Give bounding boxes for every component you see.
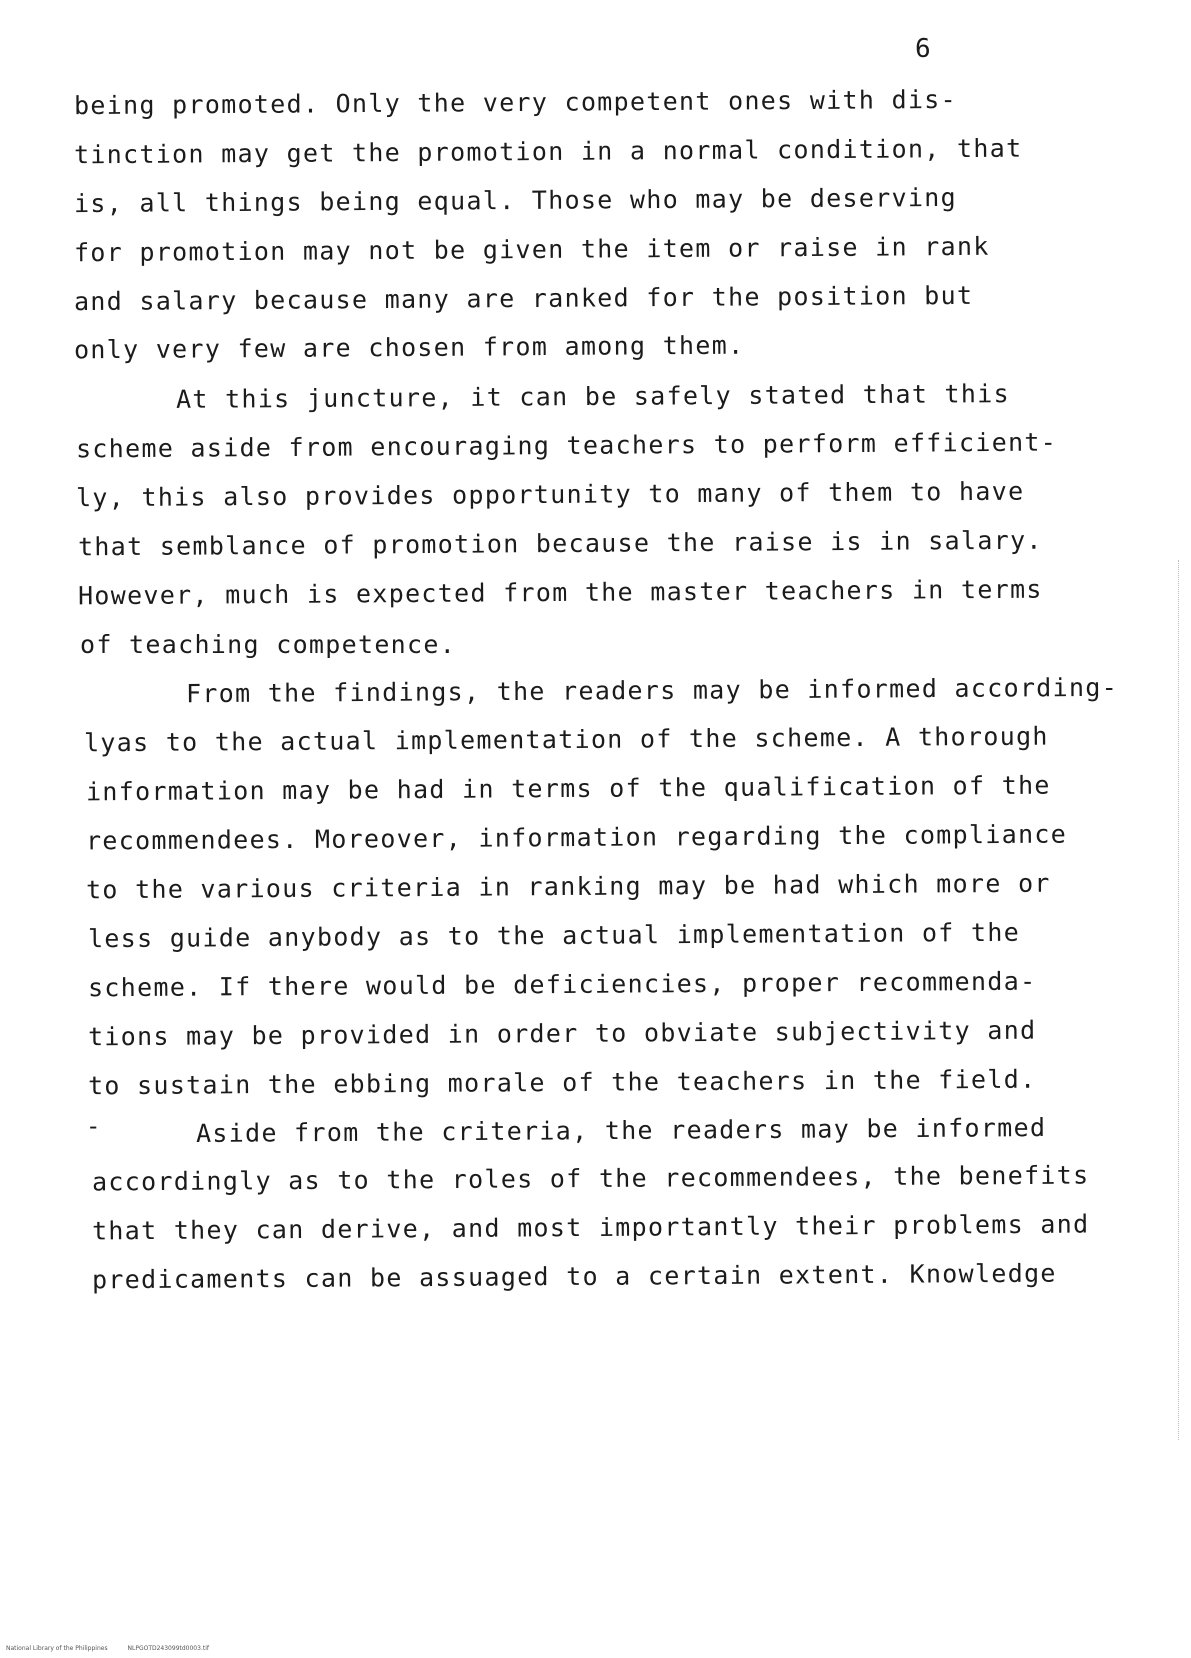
text-line: of teaching competence. — [80, 630, 457, 659]
text-line: that they can derive, and most importantly their problems and — [91, 1209, 1090, 1246]
text-line: only very few are chosen from among them. — [73, 330, 745, 365]
margin-mark: - — [86, 1112, 101, 1140]
scan-footer — [6, 1645, 227, 1652]
text-line: being promoted. Only the very competent ones with dis- — [73, 84, 958, 121]
text-line: Aside from the criteria, the readers may be informed — [195, 1113, 1047, 1148]
text-line: However, much is expected from the master teachers in terms — [77, 574, 1043, 611]
text-line: From the findings, the readers may be informed according- — [185, 672, 1119, 709]
text-line: to sustain the ebbing morale of the teachers in the field. — [87, 1064, 1037, 1101]
scan-edge — [1178, 560, 1180, 1440]
text-line: lyas to the actual implementation of the scheme. A thorough — [83, 721, 1049, 758]
text-line: and salary because many are ranked for the position but — [73, 280, 974, 317]
text-line: less guide anybody as to the actual implementation of the — [87, 917, 1021, 954]
text-line: ly, this also provides opportunity to many of them to have — [75, 476, 1025, 513]
footer-file-id: NLPGOTD243099td0003.tif — [127, 1645, 209, 1652]
page-number: 6 — [915, 34, 932, 64]
text-line: scheme aside from encouraging teachers to perform efficient- — [75, 427, 1058, 464]
text-line: scheme. If there would be deficiencies, proper recommenda- — [87, 966, 1037, 1003]
text-line: that semblance of promotion because the raise is in salary. — [77, 525, 1043, 562]
text-line: is, all things being equal. Those who may be deserving — [73, 182, 958, 219]
text-line: At this juncture, it can be safely stated that this — [175, 379, 1011, 414]
footer-library: National Library of the Philippines — [6, 1645, 108, 1652]
text-line: recommendees. Moreover, information regarding the compliance — [85, 819, 1068, 856]
text-line: accordingly as to the roles of the recommendees, the benefits — [91, 1160, 1090, 1197]
text-line: to the various criteria in ranking may be had which more or — [85, 868, 1051, 905]
text-line: information may be had in terms of the qualification of the — [85, 770, 1051, 807]
text-line: for promotion may not be given the item or raise in rank — [73, 231, 990, 268]
text-line: tions may be provided in order to obviate subjectivity and — [87, 1015, 1037, 1052]
text-line: predicaments can be assuaged to a certain extent. Knowledge — [91, 1258, 1057, 1295]
text-line: tinction may get the promotion in a normal condition, that — [73, 133, 1023, 170]
